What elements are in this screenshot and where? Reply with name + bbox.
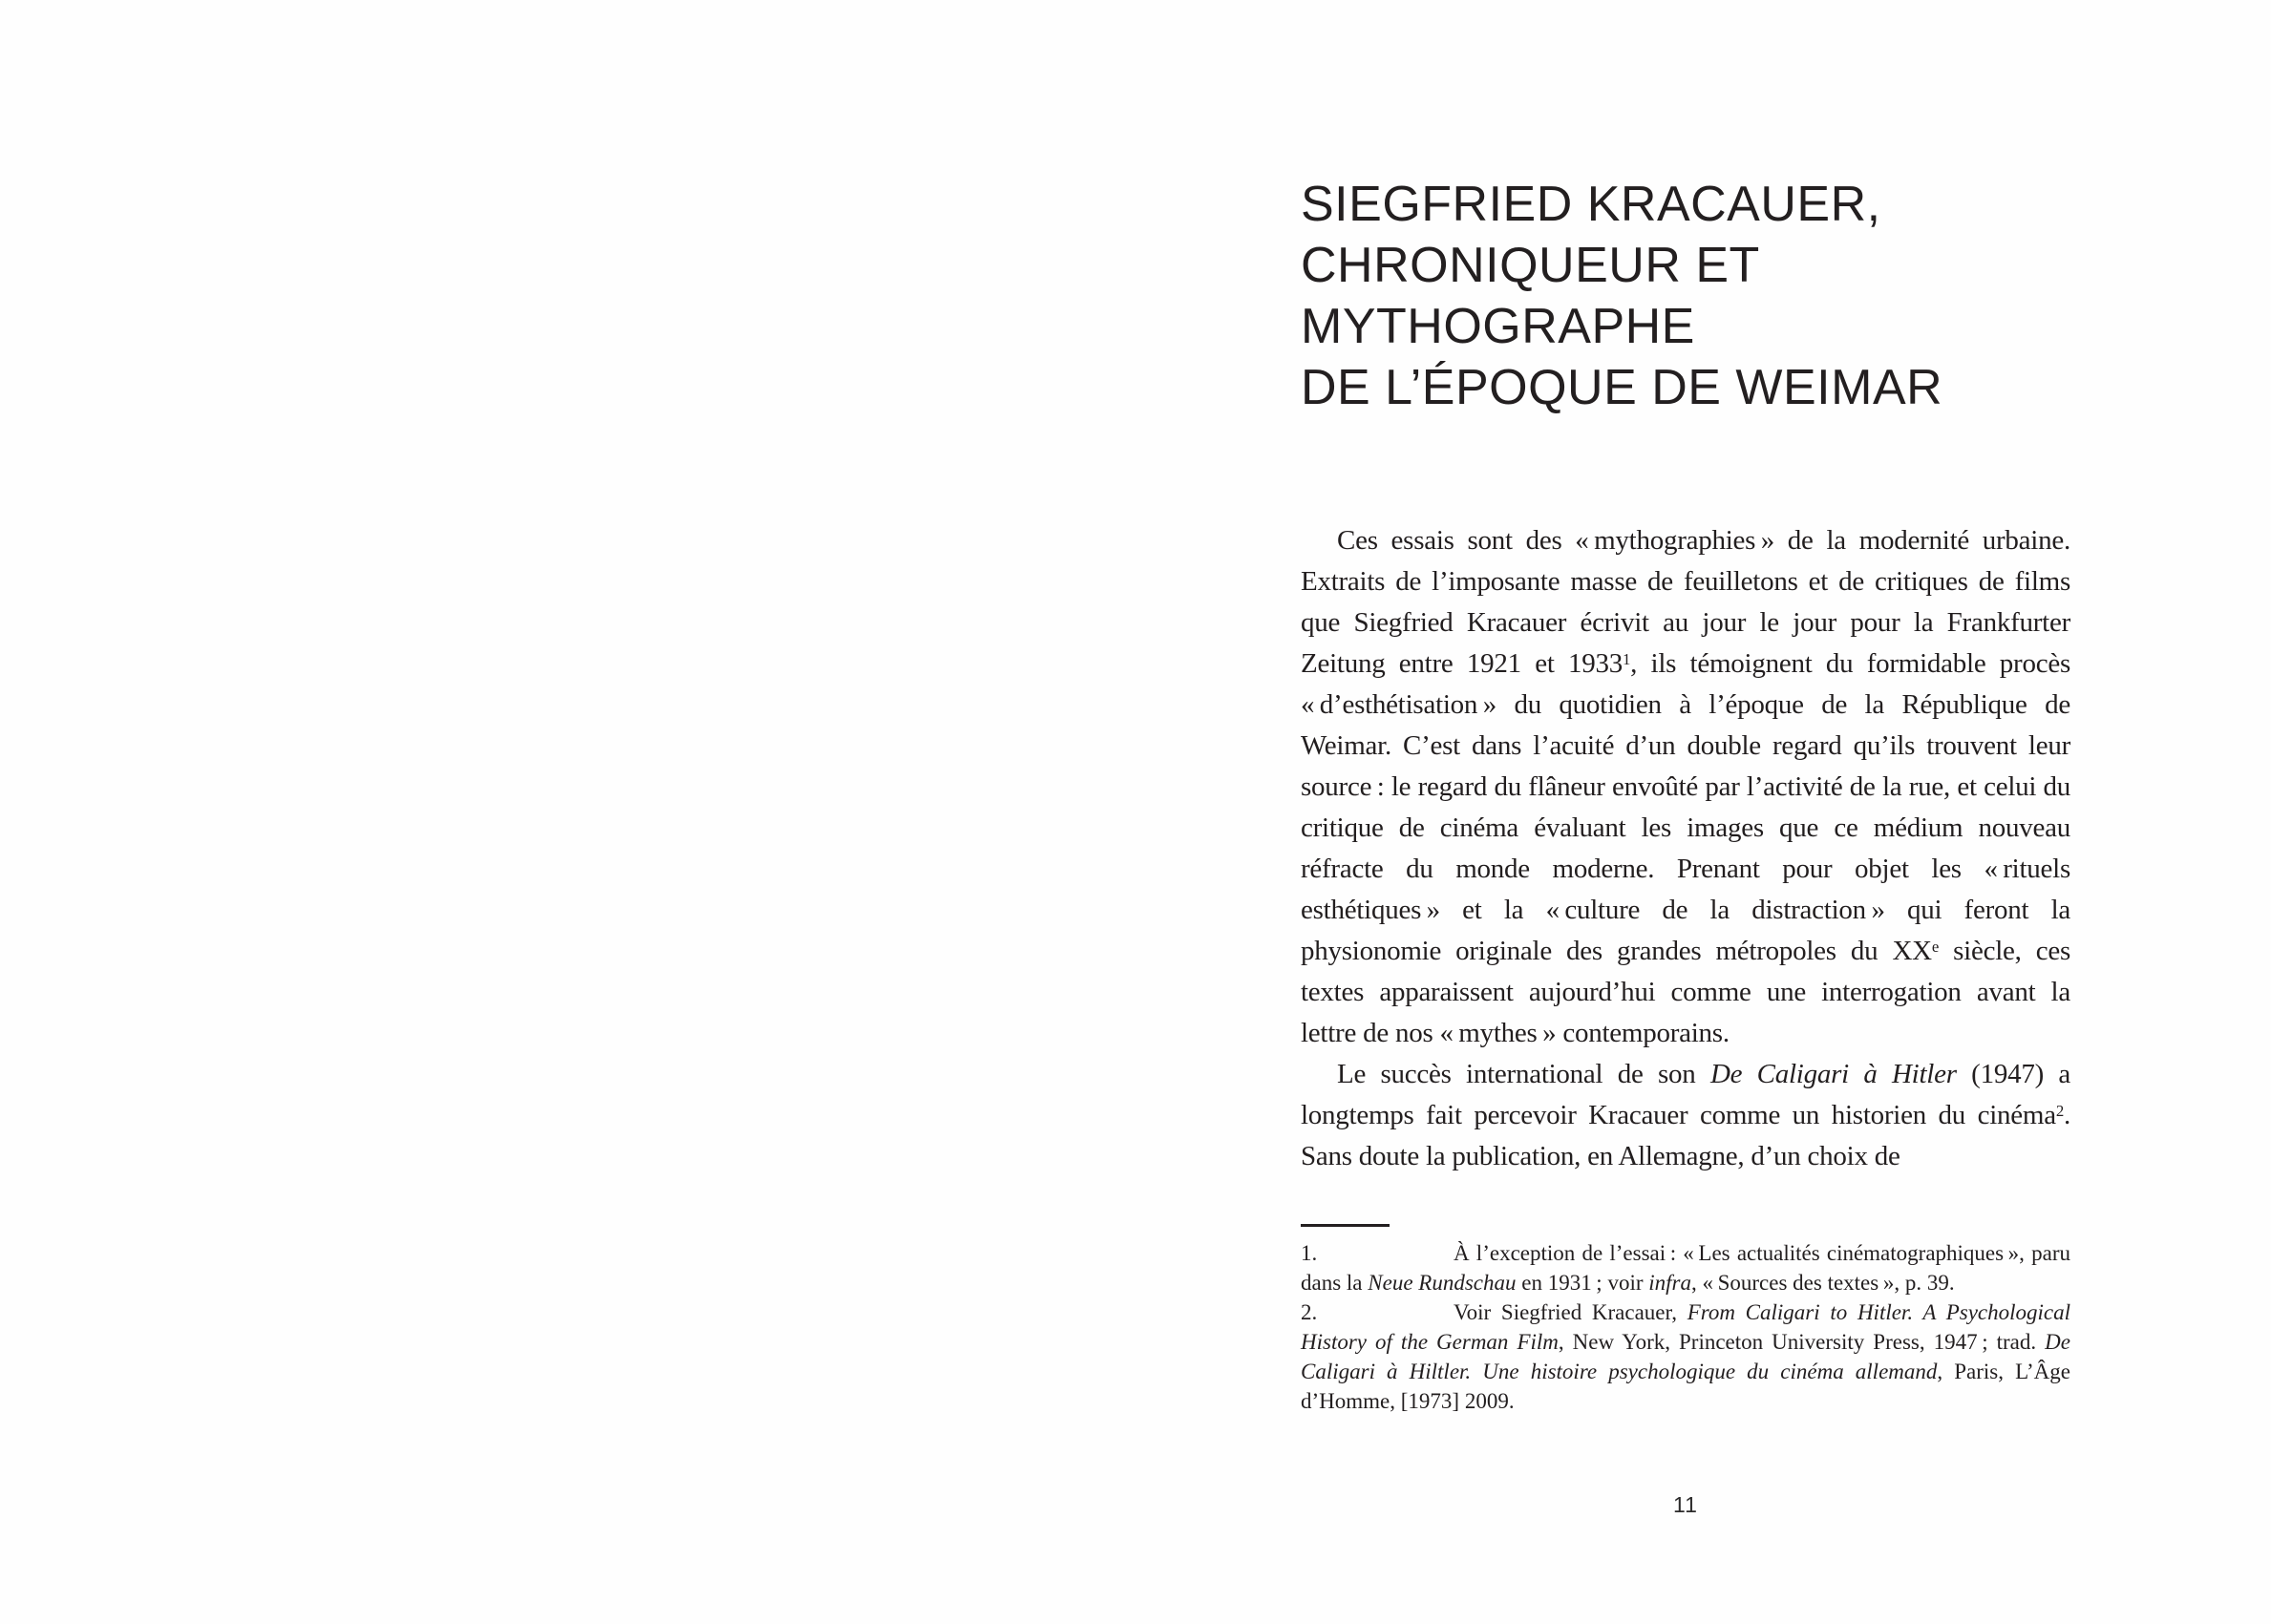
footnote-1-number: 1. bbox=[1301, 1241, 1318, 1265]
footnote-2-text: Voir Siegfried Kracauer, From Caligari to Hitler. A Psychological History of the German Film, New York, Princeton University Press, 1947 ; trad. De Caligari à Hiltler. Une histoire psychologique du cinéma allemand, Paris, L’Âge d’Homme, [1973] 2009. bbox=[1301, 1300, 2071, 1413]
chapter-title-line: DE L’ÉPOQUE DE WEIMAR bbox=[1301, 360, 1943, 415]
footnote-divider bbox=[1301, 1224, 1390, 1227]
footnote-2-number: 2. bbox=[1301, 1300, 1318, 1324]
page-number: 11 bbox=[1673, 1492, 1698, 1517]
paragraph-intro: Ces essais sont des « mythographies » de la modernité urbaine. Extraits de l’imposante masse de feuilletons et de critiques de films que Siegfried Kracauer écrivit au jour le jour pour la Frankfurter Zeitung entre 1921 et 1933$^1$, ils témoignent du formidable procès « d’esthétisation » du quotidien à l’époque de la République de Weimar. C’est dans l’acuité d’un double regard qu’ils trouvent leur source : le regard du flâneur envoûté par l’activité de la rue, et celui du critique de cinéma évaluant les images que ce médium nouveau réfracte du monde moderne. Prenant pour objet les « rituels esthétiques » et la « culture de la distraction » qui feront la physionomie originale des grandes métropoles du XXe siècle, ces textes apparaissent aujourd’hui comme une interrogation avant la lettre de nos « mythes » contemporains. bbox=[1301, 525, 2070, 1048]
footnote-1-text: À l’exception de l’essai : « Les actualités cinématographiques », paru dans la Neue Rundschau en 1931 ; voir infra, « Sources des textes », p. 39. bbox=[1301, 1241, 2070, 1295]
chapter-title bbox=[1301, 174, 2084, 418]
chapter-title-line: SIEGFRIED KRACAUER, bbox=[1301, 177, 1881, 232]
footnote-2 bbox=[1301, 1297, 2070, 1416]
paragraph-caligari: Le succès international de son De Caligari à Hitler (1947) a longtemps fait percevoir Kracauer comme un historien du cinéma$^2$. Sans doute la publication, en Allemagne, d’un choix de bbox=[1301, 1059, 2070, 1171]
footnote-1 bbox=[1301, 1238, 2070, 1297]
body-text bbox=[1301, 520, 2070, 1177]
footnotes-section bbox=[1301, 1224, 2070, 1416]
chapter-title-line: MYTHOGRAPHE bbox=[1301, 299, 1695, 354]
chapter-title-line: CHRONIQUEUR ET bbox=[1301, 238, 1760, 293]
